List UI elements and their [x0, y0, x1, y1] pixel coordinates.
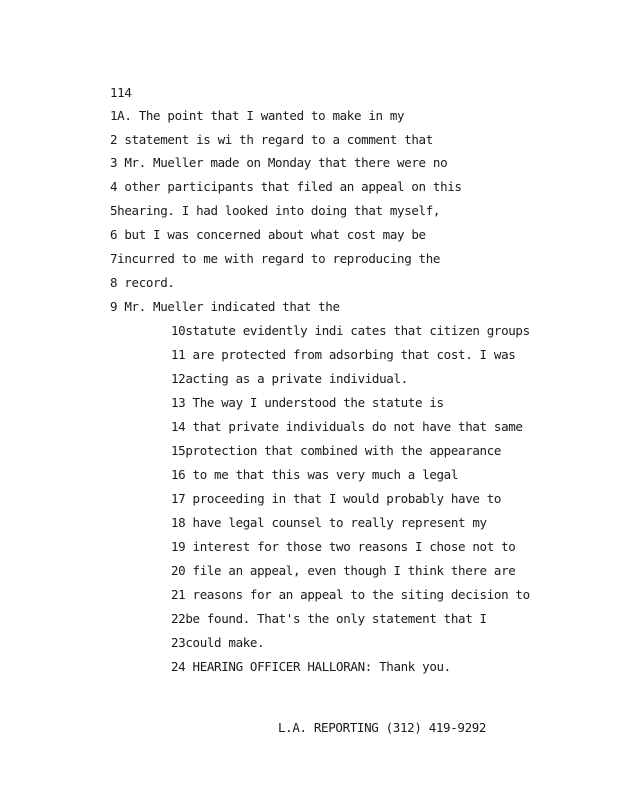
- transcript-line-13: 13 The way I understood the statute is: [171, 395, 444, 410]
- transcript-line-19: 19 interest for those two reasons I chose not to: [171, 539, 516, 554]
- transcript-line-18: 18 have legal counsel to really represent my: [171, 515, 487, 530]
- transcript-line-7: 7incurred to me with regard to reproducing the: [110, 251, 441, 266]
- transcript-line-9: 9 Mr. Mueller indicated that the: [110, 299, 340, 314]
- transcript-line-6: 6 but I was concerned about what cost may be: [110, 227, 426, 242]
- transcript-line-23: 23could make.: [171, 635, 265, 650]
- transcript-line-21: 21 reasons for an appeal to the siting decision to: [171, 587, 530, 602]
- transcript-line-15: 15protection that combined with the appearance: [171, 443, 502, 458]
- transcript-line-3: 3 Mr. Mueller made on Monday that there were no: [110, 155, 448, 170]
- footer-reporting-info: L.A. REPORTING (312) 419-9292: [278, 720, 487, 735]
- transcript-line-10: 10statute evidently indi cates that citizen groups: [171, 323, 530, 338]
- transcript-line-8: 8 record.: [110, 275, 175, 290]
- transcript-line-24: 24 HEARING OFFICER HALLORAN: Thank you.: [171, 659, 451, 674]
- transcript-line-22: 22be found. That's the only statement that I: [171, 611, 487, 626]
- transcript-line-1: 1A. The point that I wanted to make in my: [110, 108, 405, 123]
- transcript-line-2: 2 statement is wi th regard to a comment that: [110, 132, 433, 147]
- transcript-line-20: 20 file an appeal, even though I think there are: [171, 563, 516, 578]
- transcript-line-5: 5hearing. I had looked into doing that myself,: [110, 203, 441, 218]
- transcript-line-14: 14 that private individuals do not have that same: [171, 419, 523, 434]
- transcript-line-11: 11 are protected from adsorbing that cost. I was: [171, 347, 516, 362]
- transcript-line-17: 17 proceeding in that I would probably have to: [171, 491, 502, 506]
- transcript-line-12: 12acting as a private individual.: [171, 371, 408, 386]
- transcript-line-16: 16 to me that this was very much a legal: [171, 467, 459, 482]
- page-number: 114: [110, 85, 132, 100]
- transcript-line-4: 4 other participants that filed an appeal on this: [110, 179, 462, 194]
